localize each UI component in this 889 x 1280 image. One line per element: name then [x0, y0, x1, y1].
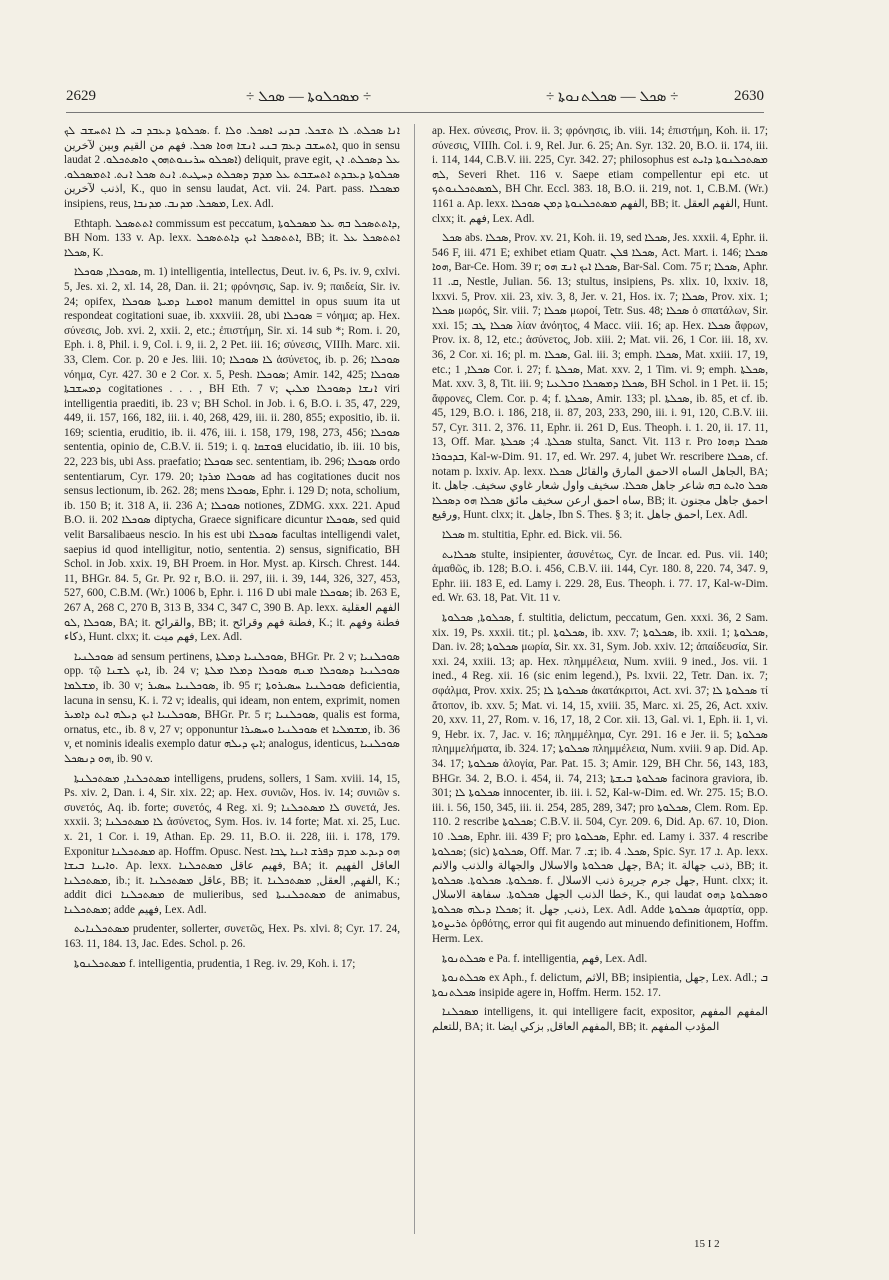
dictionary-entry: ܡܣܬܟܠܢܘܬܐ f. intelligentia, prudentia, 1 Reg. iv. 29, Koh. i. 17; [74, 957, 356, 970]
dictionary-entry: ܡܣܬܟܠܢܐ, ܡܣܬܟܠܢܬܐ intelligens, prudens, sollers, 1 Sam. xviii. 14, 15, Ps. xiv. 2, Dan. i. 4, Sir. xix. 22; ap. Hex. συνιῶν, Hos. iv. 14; συνιῶν s. συνετός, Aq. ib. forte; συνετός, 4 Reg. xi. 9; ܠܐ ܡܣܬܟܠܢܐ συνετά, Jes. xxxii. 3; ܠܐ ܡܣܬܟܠܢܐ ἀσύνετος, Sym. Hos. iv. 14 forte; Mat. xi. 25, Luc. x. 21, 1 Cor. i. 19, Athan. Ep. 29. 11, B.O. ii. 228, iii. i. 178, 179. Exponitur ܡܣܬܟܠܢܐ ap. Hoffm. Opusc. Nest. ܗܘ ܕܝܕܥ ܡܕܡ ܕܦܪܫ ܐܝܢܐ ܛܒܐ ܘܐܝܢܐ ܒܝܫܐ. Ap. lexx. فهيم عاقل ܡܣܬܟܠܢܐ, BA; it. العاقل الفهيم ܡܣܬܟܠܢܐ, ib.; it. عاقل ܡܣܬܟܠܢܐ, BB; it. الفهم, العقل, ܡܣܬܟܠܢܐ, K.; addit dici ܡܣܬܟܠܢܐ de mulieribus, sed ܡܣܬܟܠܢܝܬܐ de animabus, ܡܣܬܟܠܢܐ; adde فهيم, Lex. Adl. [64, 772, 400, 916]
running-head-left: ÷ ܡܣܟܠܘܬܐ — ܣܟܠ ÷ [246, 89, 372, 105]
dictionary-entry: Ethtaph. ܐܬܬܣܟܠ commissum est peccatum, ܕܐܬܬܣܟܠ ܒܗ ܥܠ ܡܣܟܠܘܬܐ, BH Nom. 133 v. Ap. lexx. ܐܬܬܣܟܠ ܐܝܟ ܕܐܬܬܣܟܠ, BB; it. ܐܬܬܣܟܠ ܥܠ ܣܟܠܐ, K. [64, 217, 400, 259]
dictionary-entry: ܣܟܠܘܬܐ, ܣܟܠܘܬܐ, f. stultitia, delictum, peccatum, Gen. xxxi. 36, 2 Sam. xix. 19, Ps. xxxii. tit.; pl. ܣܟܠܘܬܐ, ib. xxv. 7; ܣܟܠܘܬܐ, ib. xxii. 1; ܣܟܠܘܬܐ, Dan. iv. 28; ܣܟܠܘܬܐ μωρία, Sir. xx. 31, Sym. Job. xxiv. 12; ἀπαίδευσία, Sir. xxi. 24, xxiii. 13; ap. Hex. πλημμέλεια, Num. xviii. 9 ined., Jos. vii. 1 ined., 4 Reg. xii. 16 (sic enim legend.), Ps. lxvii. 22, Tetr. Dan. ix. 7; σφάλμα, Prov. xxix. 25; ܣܟܠܘܬܐ ܠܐ ἀκατάκριτοι, Act. xvi. 37; ܣܟܠܘܬܐ ܠܐ τί ἄτοπον, ib. xxv. 5; Mat. vi. 14, 15, xviii. 35, Marc. xi. 25, 26, Act. xxiv. 20, xxv. 11, 27, Rom. v. 16, 17, 18, 2 Cor. xii. 13, Gal. vi. 1, Eph. ii. 1, vi. 9, Hebr. ix. 7, Jac. v. 16; πλημμέλημα, Cyr. 291. 16 e Jer. ii. 5; ܣܟܠܘܬܐ πλημμελήματα, ib. 324. 17; ܣܟܠܘܬܐ πλημμέλεια, Num. xviii. 9 ap. Did. Ap. 34. 17; ܣܟܠܘܬܐ ἀλογία, Par. Pat. 15. 3; Amir. 129, BH Chr. 56, 143, 183, BHGr. 34. 2, B.O. i. 454, ii. 74, 213; ܣܟܠܘܬܐ ܒܝܫܬܐ facinora graviora, ib. 301; ܣܟܠܘܬܐ ܠܐ innocenter, ib. iii. i. 52, Kal-w-Dim. ed. Wr. 275. 15; B.O. iii. i. 56, 150, 345, iii. ii. 254, 285, 289, 347; pro ܣܟܠܘܬܐ, Clem. Rom. Ep. 110. 2 rescribe ܣܟܠܘܬܐ; C.B.V. ii. 504, Cyr. 209. 6, Did. Ap. 67. 10, Dion. ܣܟܠ. 10, Ephr. iii. 439 F; pro ܣܟܠܘܬܐ, Ephr. ed. Lamy i. 337. 4 rescribe ܣܟܠܘܬܐ; (sic) ܣܟܠܘܬܐ, Off. Mar. ܫ. 7; ib. ܣܟܠ. 4, Spic. Syr. ܐ. 17. Ap. lexx. جهل ܣܟܠܘܬܐ والاسلال والجهالة والذنب والانم, BA; it. ذنب جهالة, BB; it. ܣܟܠܘܬܐ. ܣܟܠܘܬܐ. ܣܟܠܘܬܐ. f. جهل جرم جريرة ذنب الاسلال, Hunt. clxx; it. خطا الذنب الجهل ܣܟܠܘܬܐ. سفاهة الاسلال, K., qui laudat ܘܣܟܠܘܬܐ ܕܗܘ ܣܟܠܐ ܕܝܠܗ ܣܟܠܘܬܐ; it. ذنب, جهل, Lex. Adl. Adde ܣܟܠܘܬܐ ἁμαρτία, opp. ܬܪܝܨܘܬܐ ὀρθότης, error qui fit augendo aut minuendo definitionem, Hoffm. Herm. Lex. [432, 612, 768, 946]
header-rule [66, 112, 764, 113]
right-column [432, 124, 768, 1244]
dictionary-entry: ܣܟܠܬܢܘܬܐ ex Aph., f. delictum, الاثم, BB; insipientia, جهل, Lex. Adl.; ܒ ܣܟܠܬܢܘܬܐ insipide agere in, Hoffm. Herm. 152. 17. [432, 972, 768, 999]
dictionary-entry: ap. Hex. σύνεσις, Prov. ii. 3; φρόνησις, ib. viii. 14; ἐπιστήμη, Koh. ii. 17; σύνεσις, VIIIh. Col. i. 9, Rel. Jur. 6. 25; An. Syr. 132. 20, B.O. ii. 174, iii. i. 114, 144, C.B.V. iii. 225, Cyr. 342. 27; philosophus est ܡܣܬܟܠܢܘܬܐ ܕܐܝܬ ܠܗ, Severi Rhet. 116 v. Saepe etiam compellentur epi etc. ut ܠܡܣܬܟܠܢܘܬܟ, BH Chr. Eccl. 383. 18, B.O. ii. 219, not. 1, C.B.M. (Wr.) 1161 a. Ap. lexx. الفهم ܡܣܬܟܠܢܘܬܐ ܕܡܢ ܣܘܟܠܐ, BB; it. الفهم العقل, Hunt. clxx; it. فهم, Lex. Adl. [432, 125, 768, 225]
dictionary-entry: ܣܘܟܠܢܝܐ ad sensum pertinens, ܣܘܟܠܢܝܐ ܕܡܠܬܐ, BHGr. Pr. 2 v; ܣܘܟܠܢܝܐ opp. τῷ ܐܝܟ ܠܫܢܐ, ib. 24 v; ܣܘܟܠܢܝܐ ܕܣܘܟܠܐ ܡܢܗ ܣܘܟܠܐ ܕܡܠܐ ܡܠܬܐ ܡܫܠܡܐ, ib. 30 v; ܣܘܟܠܢܝܐ ܚܣܝܪ, ib. 95 r; ܣܘܟܠܢܝܐ ܚܣܝܪܘܬܐ deficientia, lacuna in sensu, K. i. 72 v; idealis, qui ideam, non entem, exprimit, nomen ܣܘܟܠܢܝܐ ܐܝܟ ܕܝܠܗ ܐܝܬ ܕܐܡܝܪ, BHGr. Pr. 5 r; ܣܘܟܠܢܝܐ, qualis est forma, ornatus, etc., ib. 8 v, 27 v; opponuntur ܣܘܟܠܢܝܐ ܘܚܣܝܪܐ et ܡܫܡܠܝܐ, ib. 36 v, et nominis idealis exemplo datur ܐܝܟ ܕܝܠܗ; analogus, identicus, ܣܘܟܠܢܝܐ ܗܘ ܕܢܣܟܠ, ib. 90 v. [64, 650, 400, 765]
dictionary-entry: ܣܟܠܐ m. stultitia, Ephr. ed. Bick. vii. 56. [442, 529, 623, 542]
page-header [66, 88, 764, 114]
running-head-right: ÷ ܣܟܠ — ܣܟܠܬܢܘܬܐ ÷ [546, 89, 679, 105]
signature-mark: 15 I 2 [694, 1238, 720, 1250]
dictionary-entry: ܣܟܠܬܢܘܬܐ e Pa. f. intelligentia, فهم, Lex. Adl. [442, 952, 648, 965]
dictionary-entry: ܣܘܟܠܐ, ܣܘܟܠܐ, m. 1) intelligentia, intellectus, Deut. iv. 6, Ps. iv. 9, cxlvi. 5, Jes. xi. 2, xl. 14, 28, Dan. ii. 21; φρόνησις, Sap. iv. 9; παιδεία, Sir. iv. 24; opifex, ܐܘܡܢܐ ܕܡܝܬܐ ܣܘܟܠܐ manum demittel in opus suum ita ut respondeat cogitationi suae, ib. xxxviii. 28, ubi ܣܘܟܠܐ = νόημα; ap. Hex. σύνεσις, Job. xvi. 2, xxii. 2, etc.; ἐπιστήμη, Sir. xi. 14 sub *; Rom. i. 20, Eph. i. 8, Phil. i. 9, Col. i. 9, ii. 2, 2 Pet. iii. 16; σύνεσις, VIIIh. Marc. xii. 33, Clem. Cor. p. 20 e Jes. liii. 10; ܠܐ ܣܘܟܠܐ ἀσύνετος, ib. p. 26; ܣܘܟܠܐ νόημα, Cyr. 427. 30 e 2 Cor. x. 5, Pesh. ܣܘܟܠܐ; Amir. 142, 425; ܣܘܟܠܐ ܕܡܚܫܒܬܐ cogitationes . . . , BH Eth. 7 v; ܐܢܫܐ ܕܣܘܟܠܐ ܡܠܝܢ viri intelligentia praediti, ib. 23 v; BH Schol. in Job. i. 6, B.O. i. 35, 47, 229, 449, ii. 157, 166, 182, iii. i. 40, 268, 429, iii. ii. 280, 855; expositio, ib. ii. 169; scientia, eruditio, ib. ii. 476, iii. i. 158, 179, 198, 273, 456; ܣܘܟܠܐ sententia, opinio de, C.B.V. ii. 519; i. q. ܦܘܫܩܐ elucidatio, ib. iii. 10 bis, 22, 223 bis, ubi Ass. praefatio; ܣܘܟܠܐ sec. sententiam, ib. 296; ܣܘܟܠܐ ordo sententiarum, Cyr. 179. 20; ܣܘܟܠܐ ܡܪܕܐ ad has cogitationes ducit nos sensus lectionum, ib. 262. 28; mens ܣܘܟܠܐ, Ephr. i. 129 D; nota, scholium, ib. 150 B; it. 318 A, ii. 236 A; ܣܘܟܠܐ notiones, ZDMG. xxx. 221. Apud B.O. ii. 202 ܣܘܟܠܐ diptycha, Graece significare dicuntur ܣܘܟܠܐ, sed quid velit Barsalibaeus nescio. In his est ubi ܣܘܟܠܐ facultas intelligendi valet, saepius id quod intelligitur, notio, sententia. 2) sensus, significatio, BH Schol. in Job. xxix. 19, BH Proem. in Hor. Myst. ap. Kirsch. Chrest. 144. 11, BHGr. 84. 5, Gr. Pr. 92 r, B.O. ii. 297, iii. i. 39, 144, 326, 327, 453, 527, 600, C.B.M. (Wr.) 1006 b, Ephr. i. 116 D ubi male ܣܘܟܠܐ; ib. 263 E, 267 A, 268 C, 270 B, 313 B, 334 C, 347 C, 390 B. Ap. lexx. الفهم العقلية ܣܘܟܠܐ ,ܠܘ, BA; it. والقرائح, BB; it. فطنة فهم وقرائح, K.; it. فطنة وفهم ذكاء, Hunt. clxx; it. فهم ميت, Lex. Adl. [64, 266, 400, 644]
dictionary-entry: ܣܟܠܐܝܬ stulte, insipienter, ἀσυνέτως, Cyr. de Incar. ed. Pus. vii. 140; ἀμαθῶς, ib. 128; B.O. i. 456, C.B.V. iii. 144, Cyr. 180. 8, 220. 74, 347. 9, Ephr. iii. 183 E, ed. Lamy i. 229. 28, Eus. Theoph. i. 77. 17, Kal-w-Dim. ed. Wr. 63. 18, Pat. Vit. 11 v. [432, 548, 768, 605]
dictionary-entry: ܣܟܠܘܬܐ ܕܥܒܕ ܒܝ ܠܐ ܐܬܚܫܒ ܠܟ. f. ܐܢܐ ܣܟܠܬ. ܠܐ ܬܫܟܠ. ܒܕܢܝ ܐܣܟܠ. ܘܠܐ ܐܬܚܫܒ ܕܥܡ ܒܢܝ ܐܢܫܐ ܗܘܐ ܣܟܠ. فهم من القيم وبين لآخرين, quo in sensu laudat ܐܣܟܠܘ ܚܪܝܢܘܬܗܘܢ ܘܐܣܬܟܠܘ. 2) deliquit, prave egit, ܥܠ ܕܣܟܠܬ. ܐܢ ܣܟܠܘܬܐ ܕܥܒܕܬ ܐܬܚܫܒܬ ܥܠ ܡܕܡ ܕܣܟܠܬ ܕܚܛܝܬ. ܐܢܬ ܣܟܠ ܐܢܬ. ܐܬܡܣܟܠܘ. اذنب لآخرين, K., quo in sensu laudat, Act. vii. 24. Part. pass. ܡܣܟܠܐ insipiens, reus, ܡܣܟܠ. ܡܕܢܒ. ܡܕܢܒܐ, Lex. Adl. [64, 125, 400, 210]
dictionary-entry: ܡܣܬܟܠܢܐܝܬ prudenter, sollerter, συνετῶς, Hex. Ps. xlvi. 8; Cyr. 17. 24, 163. 11, 184. 13, Jac. Edes. Schol. p. 26. [64, 923, 400, 951]
left-column [64, 124, 400, 1244]
page-number-left: 2629 [66, 88, 96, 104]
dictionary-entry: ܣܟܠ abs. ܣܟܠܐ, Prov. xv. 21, Koh. ii. 19, sed ܣܟܠܐ, Jes. xxxii. 4, Ephr. ii. 546 F, iii. 471 E; exhibet etiam Quatr. ܣܟܠܐ ܦܠܢ, Act. Mart. i. 146; ܣܟܠܐ ܗܘܐ, Bar-Ce. Hom. 39 r; ܣܟܠܐ ܐܝܟ ܐܢܫ ܗܘ, Bar-Sal. Com. 75 r; ܣܟܠܐ, Aphr. ܩ. 11, Nestle, Julian. 56. 13; stultus, insipiens, Ps. xlix. 10, lxxiv. 18, lxxvi. 5, Prov. xii. 23, xiv. 3, 8, Jer. v. 21, Hos. ix. 7; ܣܟܠܐ, Prov. xix. 1; ܣܟܠܐ μωρός, Sir. viii. 7; ܣܟܠܐ μωροί, Tetr. Sus. 48; ܣܟܠܐ ὁ σπατάλων, Sir. xxi. 15; ܣܟܠܐ ܛܒ λίαν ἀνόητος, 4 Macc. viii. 16; ap. Hex. ܣܟܠܐ ἄφρων, Prov. ix. 8, 12, etc.; ἀσύνετος, Job. xiii. 2; Mat. vii. 26, 1 Cor. iii. 18, xv. 36, 2 Cor. xi. 16; pl. m. ܣܟܠܐ, Gal. iii. 3; emph. ܣܟܠܐ, Mat. xxiii. 17, 19, etc.; ܣܟܠܐ, 1 Cor. i. 27; f. ܣܟܠܬܐ, Mat. xxv. 2, 1 Tim. vi. 9; emph. ܣܟܠܬܐ, Mat. xxv. 3, 8, Tit. iii. 9; ܣܟܠܐ ܕܡܣܟܠܐ ܘܒܠܥܝܐ, BH Schol. in 1 Pet. ii. 15; ἄφρονες, Clem. Cor. p. 4; f. ܣܟܠܬܐ, Amir. 133; pl. ܣܟܠܬܐ, ib. 85, et cf. ib. 45, 129, B.O. i. 186, 218, ii. 87, 203, 233, 290, iii. i. 91, 120, C.B.V. iii. 57, Cyr. 311. 2, 376. 11, Ephr. ii. 261 D, Eus. Theoph. i. 1. 20, ii. 17. 11, 13, Off. Mar. ܣܟܠܬܐ. 4; ܣܟܠܬܐ stulta, Sanct. Vit. 113 r. Pro ܣܟܠܐ ܕܗܘܐ ܒܕܟܘܪܐ, Kal-w-Dim. 91. 17, ed. Wr. 297. 4, jubet Wr. rescribere ܣܟܠܐ, cf. notam p. lxxiv. Ap. lexx. الجاهل الساه الاحمق المارق والقائل ܣܟܠܐ, BA; it. ܣܟܠ ܘܐܝܬ ܒܗ شاعر جاهل ܣܟܠܐ. سخيف واول شعار غاوي سخيف. جاهل ساه احمق ارعن سخيف مائق ܣܟܠܐ ܗܘ ܕܣܟܠܐ, BB; it. احمق جاهل مجنون ورقيع, Hunt. clxx; it. جاهل, Ibn S. Thes. § 3; it. احمق جاهل, Lex. Adl. [432, 232, 768, 522]
column-divider [414, 124, 415, 1234]
page-number-right: 2630 [734, 88, 764, 104]
dictionary-entry: ܡܣܟܠܢܐ intelligens, it. qui intelligere facit, expositor, المفهم المفهم للتعلم, BA; it. المفهم العاقل, بزكي ايضا, BB; it. المؤدب المفهم [432, 1006, 768, 1034]
